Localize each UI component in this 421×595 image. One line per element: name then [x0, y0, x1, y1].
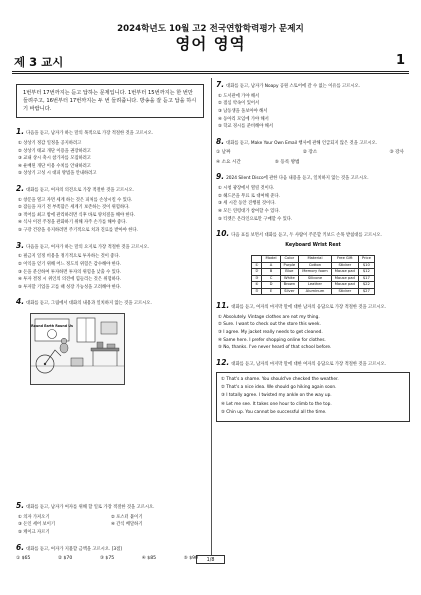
option-5[interactable]: ⑤ 구강 건강을 유지하려면 주기적으로 치과 진료를 받아야 한다. — [18, 228, 138, 234]
question-number: 8. — [216, 136, 225, 146]
question-number: 2. — [16, 183, 25, 193]
option-5[interactable]: ⑤ 등록 방법 — [274, 160, 300, 166]
question-10 — [216, 229, 410, 295]
question-number: 4. — [16, 297, 25, 307]
table-cell: White — [280, 275, 299, 282]
option-4[interactable]: ④ Same here. I prefer shopping online for clothes. — [218, 337, 326, 343]
question-number: 12. — [216, 357, 230, 367]
table-row[interactable] — [252, 288, 375, 295]
table-cell: C — [262, 275, 280, 282]
option-2[interactable]: ② 이익을 얻기 위해 어느 정도의 위험은 감수해야 한다. — [18, 261, 122, 267]
option-list-2 — [216, 160, 410, 166]
table-title: Keyboard Wrist Rest — [285, 242, 341, 248]
session-label: 제 3 교시 — [14, 55, 64, 69]
option-1[interactable]: ① 상상기 정감 일정을 공지하려고 — [18, 140, 82, 146]
table-cell: Leather — [299, 282, 332, 289]
table-cell: Silver — [280, 288, 299, 295]
column-divider — [211, 78, 212, 555]
right-column — [216, 80, 410, 428]
option-list — [216, 150, 410, 156]
exam-subtitle: 2024학년도 10월 고2 전국연합학력평가 문제지 — [117, 24, 304, 34]
banner-text: Round Earth Round Us — [31, 324, 73, 329]
footer-page: 1 — [206, 558, 210, 563]
option-3[interactable]: ③ 돈인 세어 보이기 — [18, 522, 56, 528]
question-number: 3. — [16, 240, 25, 250]
table-header: Free Gift — [331, 256, 358, 263]
option-4[interactable]: ④ 간식 배달하기 — [111, 522, 143, 528]
question-number: 11. — [216, 301, 230, 311]
question-number: 1. — [16, 127, 25, 137]
option-3[interactable]: ③ 세 시간 동안 진행될 것이다. — [218, 201, 276, 207]
table-header: Price — [358, 256, 374, 263]
question-number: 9. — [216, 172, 225, 182]
table-cell: Mouse pad — [331, 275, 358, 282]
table-cell: A — [262, 262, 280, 269]
option-list — [216, 185, 410, 223]
left-column — [16, 80, 204, 568]
question-stem: 대화를 듣고, 남자의 마지막 말에 대한 여자의 응답으로 가장 적절한 것을 고르시오. — [231, 361, 387, 367]
question-stem: 대화를 듣고, 여자의 의견으로 가장 적절한 것을 고르시오. — [26, 187, 134, 193]
question-number: 5. — [16, 501, 25, 511]
option-1[interactable]: ① Absolutely. Vintage clothes are not my thing. — [218, 314, 320, 320]
option-5[interactable]: ⑤ No, thanks. I've never heard of that school before. — [218, 345, 332, 351]
table-cell: B — [262, 269, 280, 276]
option-3[interactable]: ③ I agree. My jacket really needs to get cleaned. — [218, 330, 323, 336]
subject-title: 영어 영역 — [175, 35, 246, 53]
option-3[interactable]: ③ 남동생을 돌보아야 해서 — [218, 108, 268, 114]
option-3[interactable]: ③ 돈을 분산하여 투자하면 투자의 위험을 낮출 수 있다. — [18, 269, 122, 275]
option-list — [16, 140, 204, 178]
option-2[interactable]: ② 장소 — [302, 150, 318, 156]
option-1[interactable]: ① 시청 광장에서 열릴 것이다. — [218, 186, 275, 192]
question-7 — [216, 80, 410, 131]
option-3[interactable]: ③ 강사 — [389, 150, 404, 156]
table-cell: Brown — [280, 282, 299, 289]
option-1[interactable]: ① 창문을 열고 자면 세계 하는 것은 피처를 손상시킬 수 있다. — [18, 197, 133, 203]
box-on-table — [97, 342, 103, 348]
question-12 — [216, 358, 410, 422]
question-2 — [16, 184, 204, 235]
page-footer: 1/8 — [196, 555, 225, 564]
option-list — [16, 556, 204, 562]
table-cell: $12 — [358, 269, 374, 276]
table-header: Model — [262, 256, 280, 263]
question-stem: 대화를 듣고, 여자가 지불할 금액을 고르시오. [3점] — [26, 546, 122, 552]
option-3[interactable]: ③ I totally agree. I twisted my ankle on the way up. — [221, 393, 332, 399]
table-cell: $22 — [358, 282, 374, 289]
option-1[interactable]: ① 도서관에 가야 해서 — [218, 93, 260, 99]
option-2[interactable]: ② 헤드폰을 무료 로 대여해 준다. — [218, 193, 280, 199]
table-cell: ④ — [252, 282, 262, 289]
question-8 — [216, 137, 410, 167]
option-2[interactable]: ② $70 — [57, 556, 73, 562]
option-2[interactable]: ② 점심 약속이 있어서 — [218, 101, 260, 107]
option-2[interactable]: ② 잠들을 자기 전 부족함은 세계기 보존하는 것이 위험하다. — [18, 205, 130, 211]
option-4[interactable]: ④ 식사 이전 주정을 관화하기 위해 자주 손가를 해야 좋다. — [18, 220, 127, 226]
option-4[interactable]: ④ 투자 결정 시 위인의 의견에 힘들리는 것은 위험하다. — [18, 277, 122, 283]
question-number: 6. — [16, 542, 25, 552]
option-2[interactable]: ② 포스터 붙이기 — [111, 514, 143, 520]
option-5[interactable]: ⑤ 케이크 자르기 — [18, 530, 50, 536]
table-header: Color — [280, 256, 299, 263]
banner-sign — [35, 319, 69, 341]
question-stem: 대화를 듣고, 남자가 여자를 위해 할 일로 가장 적절한 것을 고르시오. — [26, 505, 155, 511]
header-rule-thin — [12, 73, 409, 74]
table-cell: $17 — [358, 275, 374, 282]
question-4 — [16, 297, 204, 385]
question-number: 10. — [216, 229, 230, 239]
option-4[interactable]: ④ Let me see. It takes one hour to climb to the top. — [221, 401, 332, 407]
table-cell: Silicone — [299, 275, 332, 282]
table-cell: Blue — [280, 269, 299, 276]
question-4-illustration — [30, 313, 125, 385]
question-11 — [216, 301, 410, 352]
table-cell: Mouse pad — [331, 269, 358, 276]
option-list — [16, 514, 204, 537]
option-5[interactable]: ⑤ 학교 경시를 준비해야 해서 — [218, 124, 273, 130]
question-stem: 다음 표를 보면서 대화를 듣고, 두 사람이 주문할 키보드 손목 받침대를 고르시오. — [231, 233, 382, 239]
table-cell: ③ — [252, 275, 262, 282]
header-rule-thick — [12, 71, 409, 72]
option-5[interactable]: ⑤ Chin up. You cannot be successful all the time. — [221, 410, 327, 416]
option-4[interactable]: ④ 소요 시간 — [216, 160, 241, 166]
table-cell: $27 — [358, 288, 374, 295]
table-cell: ① — [252, 262, 262, 269]
option-5[interactable]: ⑤ 티켓은 온라인으로만 구매할 수 있다. — [218, 216, 293, 222]
question-6 — [16, 543, 204, 563]
table-cell: $10 — [358, 262, 374, 269]
table-top — [91, 348, 119, 351]
question-stem: 다음을 듣고, 여자가 하는 말의 요지로 가장 적절한 것을 고르시오. — [26, 244, 150, 250]
question-stem: 대화를 듣고, 그림에서 대화의 내용과 일치하지 않는 것을 고르시오. — [26, 301, 152, 307]
option-1[interactable]: ① 필금지 일정 비용을 정기적으로 투자하는 것이 좋다. — [18, 254, 120, 260]
option-box — [216, 372, 410, 422]
option-2[interactable]: ② Sure. I want to check out the store this week. — [218, 322, 321, 328]
question-3 — [16, 241, 204, 292]
option-1[interactable]: ① That's a shame. You should've checked the weather. — [221, 376, 339, 382]
table-cell: Sticker — [331, 262, 358, 269]
question-9 — [216, 172, 410, 223]
footer-total: 8 — [211, 558, 215, 563]
table-header: Material — [299, 256, 332, 263]
table-cell: D — [262, 282, 280, 289]
table-cell: Aluminum — [299, 288, 332, 295]
option-4[interactable]: ④ 모든 연령대가 참여할 수 있다. — [218, 208, 280, 214]
option-list — [216, 93, 410, 131]
option-1[interactable]: ① 날짜 — [216, 150, 231, 156]
wrist-rest-table — [251, 255, 375, 295]
option-5[interactable]: ⑤ 상상기 고성 시 대피 방법을 안내하려고 — [18, 171, 97, 177]
option-list — [16, 197, 204, 235]
option-1[interactable]: ① $65 — [16, 556, 31, 562]
option-2[interactable]: ② That's a nice idea. We should go hiking again soon. — [221, 384, 337, 390]
option-3[interactable]: ③ 교내 상시 축시 참가자를 모집하려고 — [18, 156, 91, 162]
option-4[interactable]: ④ 동아리 모임에 가야 해서 — [218, 116, 269, 122]
question-stem: 대화를 듣고, 남자가 Noapy 공원 스토어에 갈 수 없는 이유를 고르시오. — [226, 84, 360, 89]
table-cell: ⑤ — [252, 288, 262, 295]
table-cell: Cotton — [299, 262, 332, 269]
table-cell: Memory foam — [299, 269, 332, 276]
listening-notice: 1번부터 17번까지는 듣고 답하는 문제입니다. 1번부터 15번까지는 한 번만 들려주고, 16번부터 17번까지는 두 번 들려줍니다. 방송을 잘 듣고 답을 하시기 바랍니다. — [16, 84, 204, 118]
question-stem: 2024 Silent Disco에 관한 다음 내용을 듣고, 일치하지 않는 것을 고르시오. — [226, 176, 369, 182]
table-cell: ② — [252, 269, 262, 276]
picture-frame — [101, 322, 117, 334]
option-5[interactable]: ⑤ $90 — [183, 556, 198, 562]
option-4[interactable]: ④ 운배된 개단 이용 수치를 안내하려고 — [18, 163, 91, 169]
option-1[interactable]: ① 의자 가져오기 — [18, 514, 50, 520]
table-cell: E — [262, 288, 280, 295]
question-number: 7. — [216, 80, 225, 89]
option-3[interactable]: ③ 적어를 최고 밤에 관리하려면 식후 바로 양치질을 해야 한다. — [18, 212, 136, 218]
option-4[interactable]: ④ $85 — [141, 556, 157, 562]
table-cell: Sticker — [331, 288, 358, 295]
table-cell: Mouse pad — [331, 282, 358, 289]
question-stem: 대화를 듣고, Make Your Own Email 행사에 관해 언급되지 않은 것을 고르시오. — [226, 140, 378, 146]
option-2[interactable]: ② 상상기 태교 개단 이용을 권장하려고 — [18, 148, 91, 154]
basket — [71, 358, 83, 366]
option-3[interactable]: ③ $75 — [99, 556, 115, 562]
question-stem: 대화를 듣고, 여자의 마지막 말에 대한 남자의 응답으로 가장 적절한 것을 고르시오. — [231, 305, 387, 311]
table-cell: Purple — [280, 262, 299, 269]
question-5 — [16, 501, 204, 537]
page-number: 1 — [395, 53, 405, 68]
question-1 — [16, 127, 204, 178]
option-list — [16, 253, 204, 291]
question-stem: 다음을 듣고, 남자가 하는 말의 목적으로 가장 적절한 것을 고르시오. — [26, 131, 154, 137]
teddy-bear — [60, 343, 68, 353]
option-5[interactable]: ⑤ 투자할 기업을 고를 때 성장 가능성을 고려해야 한다. — [18, 284, 122, 290]
option-list — [216, 314, 410, 352]
